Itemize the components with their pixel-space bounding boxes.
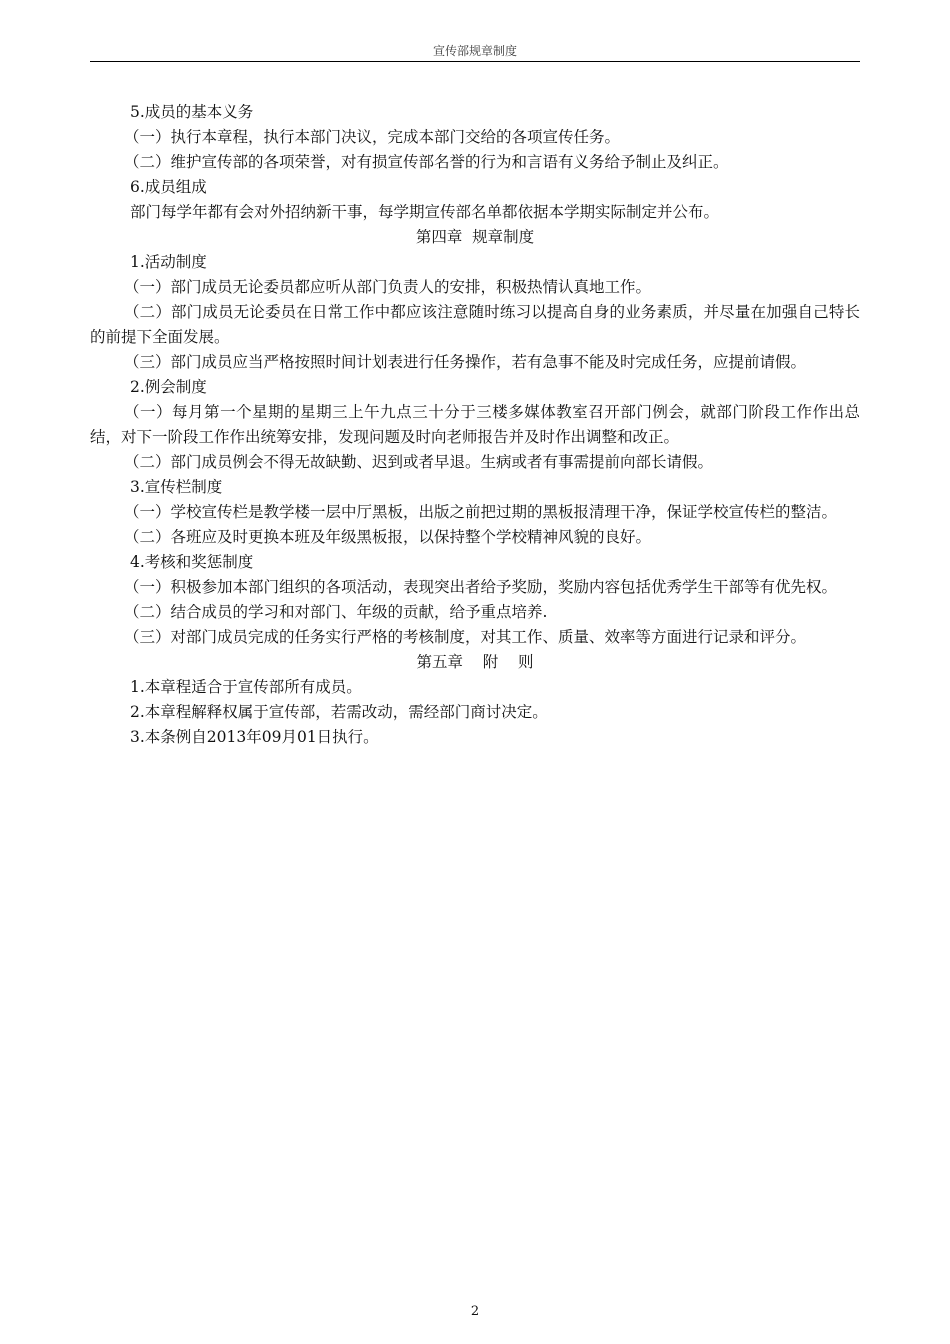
paragraph: （二）各班应及时更换本班及年级黑板报，以保持整个学校精神风貌的良好。 [124,528,652,546]
paragraph: （二）部门成员无论委员在日常工作中都应该注意随时练习以提高自身的业务素质，并尽量在加强自己特长的前提下全面发展。 [90,303,860,346]
chapter-title: 第四章 规章制度 [415,228,535,246]
paragraph: （三）部门成员应当严格按照时间计划表进行任务操作，若有急事不能及时完成任务，应提前请假。 [124,353,807,371]
header-rule [90,61,860,62]
paragraph: （一）每月第一个星期的星期三上午九点三十分于三楼多媒体教室召开部门例会，就部门阶段工作作出总结，对下一阶段工作作出统筹安排，发现问题及时向老师报告并及时作出调整和改正。 [90,403,860,446]
chapter-title: 第五章 附 则 [416,653,534,671]
section-heading: 1.活动制度 [130,253,207,271]
paragraph: （二）部门成员例会不得无故缺勤、迟到或者早退。生病或者有事需提前向部长请假。 [124,453,714,471]
paragraph: （二）维护宣传部的各项荣誉，对有损宣传部名誉的行为和言语有义务给予制止及纠正。 [124,153,729,171]
section-heading: 6.成员组成 [130,178,207,196]
paragraph: （二）结合成员的学习和对部门、年级的贡献，给予重点培养. [124,603,548,621]
paragraph: 3.本条例自2013年09月01日执行。 [130,728,379,746]
paragraph: 部门每学年都有会对外招纳新干事，每学期宣传部名单都依据本学期实际制定并公布。 [130,203,720,221]
paragraph: （三）对部门成员完成的任务实行严格的考核制度，对其工作、质量、效率等方面进行记录和评分。 [124,628,807,646]
paragraph: 1.本章程适合于宣传部所有成员。 [130,678,362,696]
paragraph: 2.本章程解释权属于宣传部，若需改动，需经部门商讨决定。 [130,703,548,721]
paragraph: （一）执行本章程，执行本部门决议，完成本部门交给的各项宣传任务。 [124,128,621,146]
paragraph: （一）积极参加本部门组织的各项活动，表现突出者给予奖励，奖励内容包括优秀学生干部等有优先权。 [124,578,838,596]
section-heading: 2.例会制度 [130,378,207,396]
section-heading: 5.成员的基本义务 [130,103,254,121]
section-heading: 3.宣传栏制度 [130,478,223,496]
paragraph: （一）学校宣传栏是教学楼一层中厅黑板，出版之前把过期的黑板报清理干净，保证学校宣传栏的整洁。 [124,503,838,521]
page-header: 宣传部规章制度 [432,44,517,58]
section-heading: 4.考核和奖惩制度 [130,553,254,571]
document-body [90,100,860,750]
paragraph: （一）部门成员无论委员都应听从部门负责人的安排，积极热情认真地工作。 [124,278,652,296]
page-number: 2 [470,1304,480,1319]
